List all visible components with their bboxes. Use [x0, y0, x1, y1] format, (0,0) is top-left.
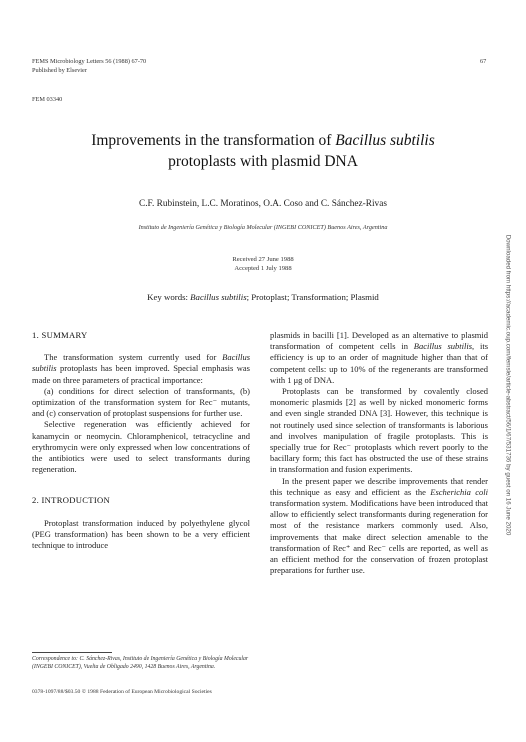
keywords-label: Key words:: [147, 292, 191, 302]
summary-paragraph-2: (a) conditions for direct selection of transformants, (b) optimization of the transformation system for Rec⁻ mutants, and (c) conservation of protoplast suspensions for further use.: [32, 385, 250, 419]
article-title: [0, 130, 526, 172]
correspondence-footnote: Correspondence to: C. Sánchez-Rivas, Instituto de Ingeniería Genética y Biología Molecular (INGEBI CONICET), Vuelta de Obligado 2490, 1428 Buenos Aires, Argentina.: [32, 656, 249, 670]
keywords-line: [0, 292, 526, 302]
keywords-rest: ; Protoplast; Transformation; Plasmid: [246, 292, 379, 302]
journal-citation: FEMS Microbiology Letters 56 (1988) 67-70: [32, 58, 147, 65]
summary-p1-after: protoplasts has been improved. Special emphasis was made on three parameters of practical importance:: [32, 363, 250, 385]
introduction-paragraph-1: Protoplast transformation induced by polyethylene glycol (PEG transformation) has been shown to be a very efficient technique to introduce: [32, 517, 250, 551]
accepted-date: Accepted 1 July 1988: [234, 265, 292, 272]
right-paragraph-1: [270, 330, 488, 386]
author-affiliation: Instituto de Ingeniería Genética y Biología Molecular (INGEBI CONICET) Buenos Aires, Argentina: [138, 224, 388, 231]
right-p1-after: , its efficiency is up to an order of magnitude higher than that of competent cells: up to 10% of the regenerants are transformed with 1 μg of DNA.: [270, 341, 489, 385]
download-watermark-text: Downloaded from https://academic.oup.com/femsle/article-abstract/56/1/67/531736 by guest on 16 June 2020: [504, 234, 512, 536]
right-column: [270, 330, 488, 576]
right-p1-italic: Bacillus subtilis: [413, 341, 473, 352]
author-list: C.F. Rubinstein, L.C. Moratinos, O.A. Coso and C. Sánchez-Rivas: [139, 199, 387, 209]
summary-heading: 1. SUMMARY: [32, 330, 88, 340]
copyright-line: 0378-1097/88/$03.50 © 1988 Federation of European Microbiological Societies: [32, 689, 212, 695]
title-line2-text: protoplasts with plasmid DNA: [168, 153, 358, 170]
right-p3-after: transformation system. Modifications have been introduced that allow to efficiently select transformants during regeneration for most of the resistance markers commonly used. Also, improvements that make direct selection amenable to the transformation of Rec⁺ and Rec⁻ cells are reported, as well as an efficient method for the conservation of frozen protoplast preparations for further use.: [270, 498, 488, 576]
footnote-rule: [32, 652, 112, 653]
publisher-line: Published by Elsevier: [32, 67, 87, 74]
right-paragraph-2: Protoplasts can be transformed by covalently closed monomeric plasmids [2] as well by nicked monomeric forms and even single stranded DNA [3]. However, this technique is not routinely used since selection of transformants is laborious and involves manipulation of fragile protoplasts. This is specially true for Rec⁻ protoplasts which revert poorly to the bacillary form; this fact has obstructed the use of these strains in transformation and fusion experiments.: [270, 386, 488, 475]
summary-p1-italic: Bacillus subtilis: [32, 352, 250, 374]
received-accepted-dates: [0, 255, 526, 273]
article-code: FEM 03340: [32, 96, 63, 103]
right-p3-italic: Escherichia coli: [430, 486, 488, 497]
introduction-heading: 2. INTRODUCTION: [32, 495, 111, 506]
summary-paragraph-3: Selective regeneration was efficiently achieved for kanamycin or neomycin. Chloramphenicol, tetracycline and erythromycin were only expressed when low concentrations of the antibiotics were used to select transformants during regeneration.: [32, 419, 250, 475]
download-watermark: [502, 175, 514, 595]
keywords-species-italic: Bacillus subtilis: [190, 292, 247, 302]
right-p1-text: plasmids in bacilli [1]. Developed as an alternative to plasmid transformation of competent cells in: [270, 330, 488, 352]
left-column: [32, 330, 250, 551]
page-number: 67: [480, 58, 487, 65]
right-paragraph-3: [270, 476, 488, 577]
right-p3-text: In the present paper we describe improvements that render this technique as easy and efficient as the: [270, 475, 488, 497]
received-date: Received 27 June 1988: [232, 256, 294, 263]
title-species-italic: Bacillus subtilis: [335, 132, 435, 149]
summary-paragraph-1: [32, 352, 250, 386]
title-line1-text: Improvements in the transformation of: [91, 132, 336, 149]
summary-p1-text: The transformation system currently used for: [44, 352, 223, 363]
